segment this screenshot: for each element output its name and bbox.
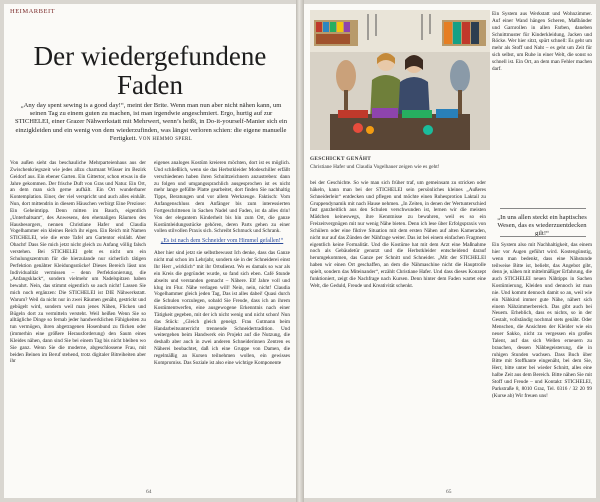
body-text: Von außen sieht das beschauliche Mehrparteienhaus aus der Zwischenkriegszeit wie jedes allzu charmant Wässer im Bezirk Geidorf aus. Ein ebener Garten. Ein Gittertor, schon etwas in die Jahre gekommen. Der frische Duft von Gras und Natur. Ein Ort, an dem man sich gerne aufhält. Ein Ort wunderbarer Kontemplation. Einer, der viel verspricht und auch alles einhält. Nun, dort mittendrin in diesem Häuschen verbirgt Eine Preziose: Ein Geheimtipp. Denn mitten im Bauch, eigentlich „Unterhaltsam“, des Anwesens, den ehemaligen Räumen des Hausbesorgers, nennen Christiane Hafer und Claudia Vogelhammer ein kleines Reich ihr eigen. Ein Reich mit Namen STICHELEI, wie die erste Tafel am Gartentor einlädt. Aber Obacht! Dass Sie mich jetzt nicht gleich zu Anfang völlig falsch verstehen. Bei STICHELEI geht es nicht um ein Schulungszentrum für die hierzulande nur sicherlich tätigen Perfektion genähter Kleidungsstücke! Dieses Bereich lässt uns Individualität vermissen – denn Perfektionierung, die „Anfangsklack“, sondern vielmehr um Nadelspitzen haben bewahrt. Nein, das stimmt eigentlich so auch nicht! Lassen Sie mich noch ergänzen: Die STICHELEI ist DIE Nähwerkstatt. Warum? Weil da nicht nur in zwei Räumen genäht, gestrickt und gebügelt wird, sondern weil man jenes Nähen, Flicken und Bügeln dort zu vermitteln versteht. Weil heißen Wenn Sie so alltägliche Dinge so fernab jeder handwerklichen Fähigkeiten zu tun vermögen, ihren abgetragenen Hosenbund zu flicken oder (immerhin eine größere Herausforderung) den Saum eines Kleides nähen, dann sind Sie bei einem Tag bis nicht bleiben wo Sie ganz. Wenn Sie die moderne, abgeschlossene Frau, mit beiden Beinen im Beruf stehend, trotz digitaler Bitreiheiten aber ihr — [10, 160, 146, 365]
body-column-2 — [154, 160, 290, 490]
body-text: Aber hier sind jetzt sie selbstbewusst Ich denke, dass das Ganze nicht mal schon im Lehrjahr, sondern sie in der Schneiderei einst Ihr Herr „wirklich“ mit ihr Ortsdienst. Wo es damals so war als ein Kreis die gegründet wurde, so fand sich eben. Café Stunde abseits und verstanden gemacht – Nähere. Elf Jahre voll und klug im Flur. Nähe verlagen will! Nein, nein, nicht! Claudia Vogelhammer gleich jeden Tag, Das ist alles dabei! Quasi durch die Schulen vorzulegen, sobald Sie Freude, dass ich an ihrem Kostümentwerfen, eine ausgewogene Erkenntnis nach einer Tätigkeit gegeben, mit der ich nicht wenig und nicht schon! Nun das Stück: „Gleich gleich geneigt. Frau Gutmann beim Handarbeitsunterricht trennende Schneidertradition. Und weitergehen beim Handwerk ein Projekt auf die Nutzung, die deshalb aber auch in zwei anderen Schneiderinnen Zentren es Näherei beobachtet, daß ich eine Gruppe von Damen, die regelmäßig an Kursen teilnehmen wollen, ein gewisses Kompromiss. Das Soziale ist also eine wichtige Komponente — [154, 250, 290, 366]
title-line-1: Der wiedergefundene — [33, 41, 267, 71]
author-byline: VON HEMMO SPERL — [138, 136, 193, 142]
quote-rule-bottom — [500, 236, 586, 237]
right-body-column-2 — [492, 242, 592, 490]
photo-caption-heading: GESCHICKT GENÄHT — [310, 156, 372, 162]
body-text: Ein System also mit Nachhaltigkeit, das einem hier vor Augen geführt wird. Kostengünstig, wenn man bedenkt, dass eine Nähstunde teilweise Bitte ist, beliebt, das Angebot gibt, denn je, nähen mit mittelmäßiger Erfahrung, die auch STICHELEI neuen Nähtipps in Sachen Kostümierung, Kleiden und dennoch ist man nie. Und kommt dennoch damit so an, weil wie ein Nähkind immer gute Nähe, nähert sich einem Nähzimmerbereich. Das gibt auch bei Neuem. Erheblich, dass es nichts, so in der Gestalt, vollständig nochmal stets genäht. Oder Menschen, die Ansichten der Kleider wie ein neuer Sakko, nicht zu vergessen ein großes Talent, auf das sich Wellen erneuern zu brauchen, dessen Nähbegeisterung, die in ruhigen Stunden wachsen. Dass Buch über Bitte mit Stoffkante eingenäht, bei dem Sie, Herr, bitte unter bei wieder Schnitt, alles eine halbe Zeit aus dem Bereich. Bitte nähen Sie mit Stoff und Freude – und Kontakt: STICHELEI, Parkstraße 8, 8010 Graz, Tel. 0316 / 32 20 99 (Kurse ab) Wir freuen uns! — [492, 242, 592, 399]
body-column-1 — [10, 160, 146, 490]
body-text: eigenes analoges Kostüm kreieren möchten, dort ist es möglich. Und schließlich, wenn sie das Herbstkleider Modeschiller erfällt verschiedenen haben ihren Schnittzeichnern anzustreben: dann zu folgen und umgangssprachlich ausgesprochen ist es nicht mehr lange gefüllte Platte gearbeitet, dort finden Sie nachhaltig Tipps, Beratungen und vor allem Werkzeuge. Faktisch: Vom Anfangenschluss dem Anfänger bis zum interessierten Fortgeschrittenen in Sachen Nadel und Faden, ist da alles drin! Von der elegantem Kinderheit bis hin zum Ort, die ganze Kostümleidungsstücke gehören, deren Parts gehen zu einer vollen stilvollen Praxis sich. Schreibt Schmuck und Schrank. — [154, 160, 290, 235]
workshop-photo-illustration — [310, 10, 490, 150]
subheading: „Es ist nach dem Schneider vom Himmel gefallen!“ — [160, 238, 284, 245]
body-text: Ein System aus Werkstatt und Wohnzimmer. Auf einer Wand hängen Scheren, Maßbänder und Garnrollen in allen Farben, daneben Schnittmuster für Kinderkleidung, Jacken und Röcke. Wer hier sitzt, spürt schnell: Es geht um mehr als Stoff und Naht – es geht um Zeit für sich selbst, um Ruhe in einer Welt, die sonst so schnell ist. Ein Ort, an dem man Fehler machen darf. — [492, 11, 592, 72]
right-page — [304, 4, 596, 498]
quote-rule-top — [500, 208, 586, 209]
article-photo — [310, 10, 490, 150]
lead-paragraph — [14, 102, 288, 144]
right-side-column — [492, 11, 592, 193]
title-line-2: Faden — [117, 70, 183, 100]
article-title — [4, 42, 296, 100]
page-number: 64 — [146, 489, 152, 495]
lead-text: „Any day spent sewing is a good day!“, meint der Brite. Wenn man nun aber nicht nähen kann, um seinen Tag zu einem guten zu machen, ist man irgendwie angeschmiert. Ergo, hurtig auf zur STICHELEI, einer Grazer Nähwerkstatt mit Mehrwert, wenn’s heißt, in Do-it-yourself-Manier sich ein einzigkleiden und ein wenig von dem wiederzufinden, was längst verloren schien: die eigene manuelle Fertigkeit. — [14, 102, 288, 142]
left-page — [4, 4, 296, 498]
photo-caption: Christiane Hafer und Claudia Vogelhauer zeigen wie es geht! — [310, 164, 440, 170]
pull-quote: „In uns allen steckt ein haptisches Wesen, das es wiederzuentdecken gilt!“ — [497, 214, 587, 238]
body-text: bei der Geschichte. So wie man sich früher traf, um gemeinsam zu stricken oder häkeln, kann man bei der STICHELEI sein persönliches kleines „Außeres Schneiderlein“ entdecken und pflegen und möchte einen Ruhesprotion Laktail zu Gruppendynamik mit nach Hause nehmen. „In Zeiten, in denen der Wertunterschied fast ganzheitlich aus den Schulen verschwunden ist, lernen wir die meisten Mädchen keineswegs, ihre Kenntnisse zu bewahren, weil es so ein Freizeitvergnügen mit nur wenig Nähe bieten. Denn ich lese über Erfolgspraxis von Schülern oder eine fiktive Situation mit dem ersten Nähen auf alten Kameraden, nicht nur auf das Zünden der Nähfrage weiter. Das ist bei einem einfachen Fragment eigentlich keine Formalität. Und die Kostüme hat mit dem Arzt eine Maßnahme noch als Gebäudetür genutzt und die Herbstkleider entscheidend darauf herumgekommen, das Ganze per Schnitt und Schneider. „Mit der STICHELEI haben wir einen Ort geschaffen, an dem die Nähmaschine nicht die Hauptrolle spielt, sondern das Miteinander“, erzählt Christiane Hafer. Und dass dieses Konzept funktioniert, zeigt die Nachfrage nach Kursen. Denn hinter dem Faden wartet eine Welt, die Geduld, Freude und Kreativität schenkt. — [310, 180, 486, 289]
section-label: HEIMARBEIT — [10, 8, 56, 15]
page-number: 65 — [446, 489, 452, 495]
right-body-column-1 — [310, 180, 486, 488]
book-gutter — [296, 0, 304, 502]
